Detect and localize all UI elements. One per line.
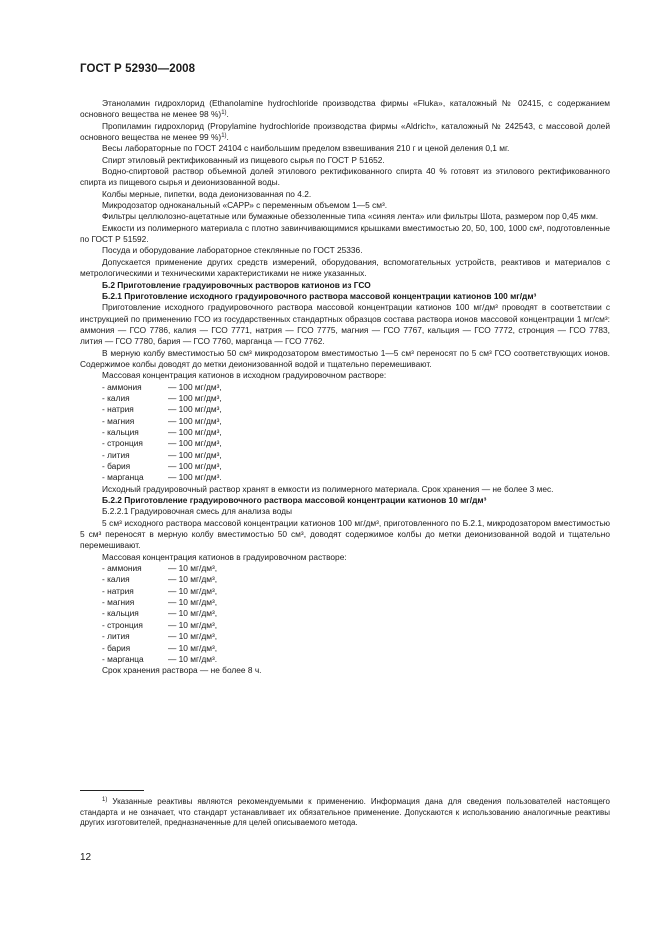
list-item: - кальция — 10 мг/дм³, (102, 608, 218, 619)
page-number: 12 (80, 852, 92, 863)
footnote-mark: 1) (102, 797, 108, 803)
concentration-list-10 (80, 563, 610, 665)
paragraph: Пропиламин гидрохлорид (Propylamine hydrochloride производства фирмы «Aldrich», каталожный № 242543, с массовой долей основного вещества не менее 99 %)$^{1)}$. (80, 120, 610, 143)
paragraph: Исходный градуировочный раствор хранят в емкости из полимерного материала. Срок хранения — не более 3 мес. (102, 483, 554, 494)
list-item: - бария — 100 мг/дм³, (102, 461, 222, 471)
footnote-ref: 1) (221, 133, 227, 140)
section-heading-b22: Б.2.2 Приготовление градуировочного раствора массовой концентрации катионов 10 мг/дм³ (102, 495, 487, 506)
list-item: - марганца — 10 мг/дм³. (102, 653, 218, 664)
list-item: - марганца — 100 мг/дм³. (102, 472, 222, 483)
footnote (80, 797, 610, 829)
paragraph: Микродозатор одноканальный «САРР» с переменным объемом 1—5 см³. (102, 200, 388, 211)
paragraph: Колбы мерные, пипетки, вода деионизованная по 4.2. (102, 188, 312, 199)
paragraph: Массовая концентрация катионов в градуировочном растворе: (102, 551, 347, 562)
paragraph: Спирт этиловый ректификованный из пищевого сырья по ГОСТ Р 51652. (102, 154, 385, 165)
paragraph: 5 см³ исходного раствора массовой концентрации катионов 100 мг/дм³, приготовленного по Б.2.1, микродозатором вместимостью 5 см³ переносят в мерную колбу вместимостью 50 см³, доводят содержимое колбы до метки деионизованной водой и тщательно перемешивают. (80, 517, 610, 551)
footnote-ref: 1) (221, 110, 227, 117)
list-item: - стронция — 10 мг/дм³, (102, 619, 218, 630)
subsection-heading: Б.2.2.1 Градуировочная смесь для анализа воды (102, 506, 293, 517)
paragraph: Этаноламин гидрохлорид (Ethanolamine hydrochloride производства фирмы «Fluka», каталожный № 02415, с содержанием основного вещества не менее 98 %)$^{1)}$. (80, 98, 610, 120)
footnote-text: Указанные реактивы являются рекомендуемыми к применению. Информация дана для сведения пользователей настоящего стандарта и не означает, что стандарт устанавливает их обязательное применение. Допускаются к использованию аналогичные реактивы других изготовителей, предназначенные для целей описываемого метода. (80, 797, 610, 828)
footnote-divider (80, 790, 144, 791)
list-item: - магния — 100 мг/дм³, (102, 415, 222, 426)
list-item: - натрия — 10 мг/дм³, (102, 585, 218, 596)
list-item: - кальция — 100 мг/дм³, (102, 426, 222, 437)
paragraph: Массовая концентрация катионов в исходном градуировочном растворе: (102, 370, 387, 381)
paragraph: Водно-спиртовой раствор объемной долей этилового ректификованного спирта 40 % готовят из этилового ректификованного спирта из пищевого сырья и деионизованной воды. (80, 166, 610, 188)
list-item: - бария — 10 мг/дм³, (102, 642, 218, 653)
section-heading-b21: Б.2.1 Приготовление исходного градуировочного раствора массовой концентрации катионов 100 мг/дм³ (102, 290, 537, 301)
concentration-list-100 (80, 382, 610, 484)
section-heading-b2: Б.2 Приготовление градуировочных растворов катионов из ГСО (102, 279, 371, 290)
paragraph: Допускается применение других средств измерений, оборудования, вспомогательных устройств, реактивов и материалов с метрологическими и техническими характеристиками не ниже указанных. (80, 256, 610, 279)
document-body (80, 98, 610, 677)
page-header: ГОСТ Р 52930—2008 (80, 63, 196, 75)
list-item: - аммония — 100 мг/дм³, (102, 381, 222, 392)
list-item: - лития — 10 мг/дм³, (102, 631, 218, 642)
paragraph: Срок хранения раствора — не более 8 ч. (102, 665, 262, 676)
list-item: - калия — 100 мг/дм³, (102, 392, 222, 403)
paragraph: Фильтры целлюлозно-ацетатные или бумажные обеззоленные типа «синяя лента» или фильтры Шота, размером пор 0,45 мкм. (102, 211, 599, 222)
paragraph: Емкости из полимерного материала с плотно завинчивающимися крышками вместимостью 20, 50, 100, 1000 см³, подготовленные по ГОСТ Р 51592. (80, 222, 610, 245)
list-item: - натрия — 100 мг/дм³, (102, 404, 222, 415)
list-item: - стронция — 100 мг/дм³, (102, 438, 222, 449)
paragraph: Приготовление исходного градуировочного раствора массовой концентрации катионов 100 мг/дм³ проводят в соответствии с инструкцией по применению ГСО из государственных стандартных образцов состава раствора ионов массовой концентрации 1 мг/см³: аммония — ГСО 7786, калия — ГСО 7771, натрия — ГСО 7775, магния — ГСО 7767, кальция — ГСО 7772, стронция — ГСО 7783, лития — ГСО 7780, бария — ГСО 7760, марганца — ГСО 7762. (80, 302, 610, 347)
list-item: - аммония — 10 мг/дм³, (102, 563, 218, 574)
list-item: - калия — 10 мг/дм³, (102, 574, 218, 585)
paragraph: В мерную колбу вместимостью 50 см³ микродозатором вместимостью 1—5 см³ переносят по 5 см³ ГСО соответствующих ионов. Содержимое колбы доводят до метки деионизованной водой и тщательно перемешивают. (80, 347, 610, 369)
paragraph: Посуда и оборудование лабораторное стеклянные по ГОСТ 25336. (102, 245, 363, 256)
list-item: - магния — 10 мг/дм³, (102, 597, 218, 608)
list-item: - лития — 100 мг/дм³, (102, 449, 222, 460)
paragraph: Весы лабораторные по ГОСТ 24104 с наибольшим пределом взвешивания 210 г и ценой деления 0,1 мг. (102, 143, 510, 154)
